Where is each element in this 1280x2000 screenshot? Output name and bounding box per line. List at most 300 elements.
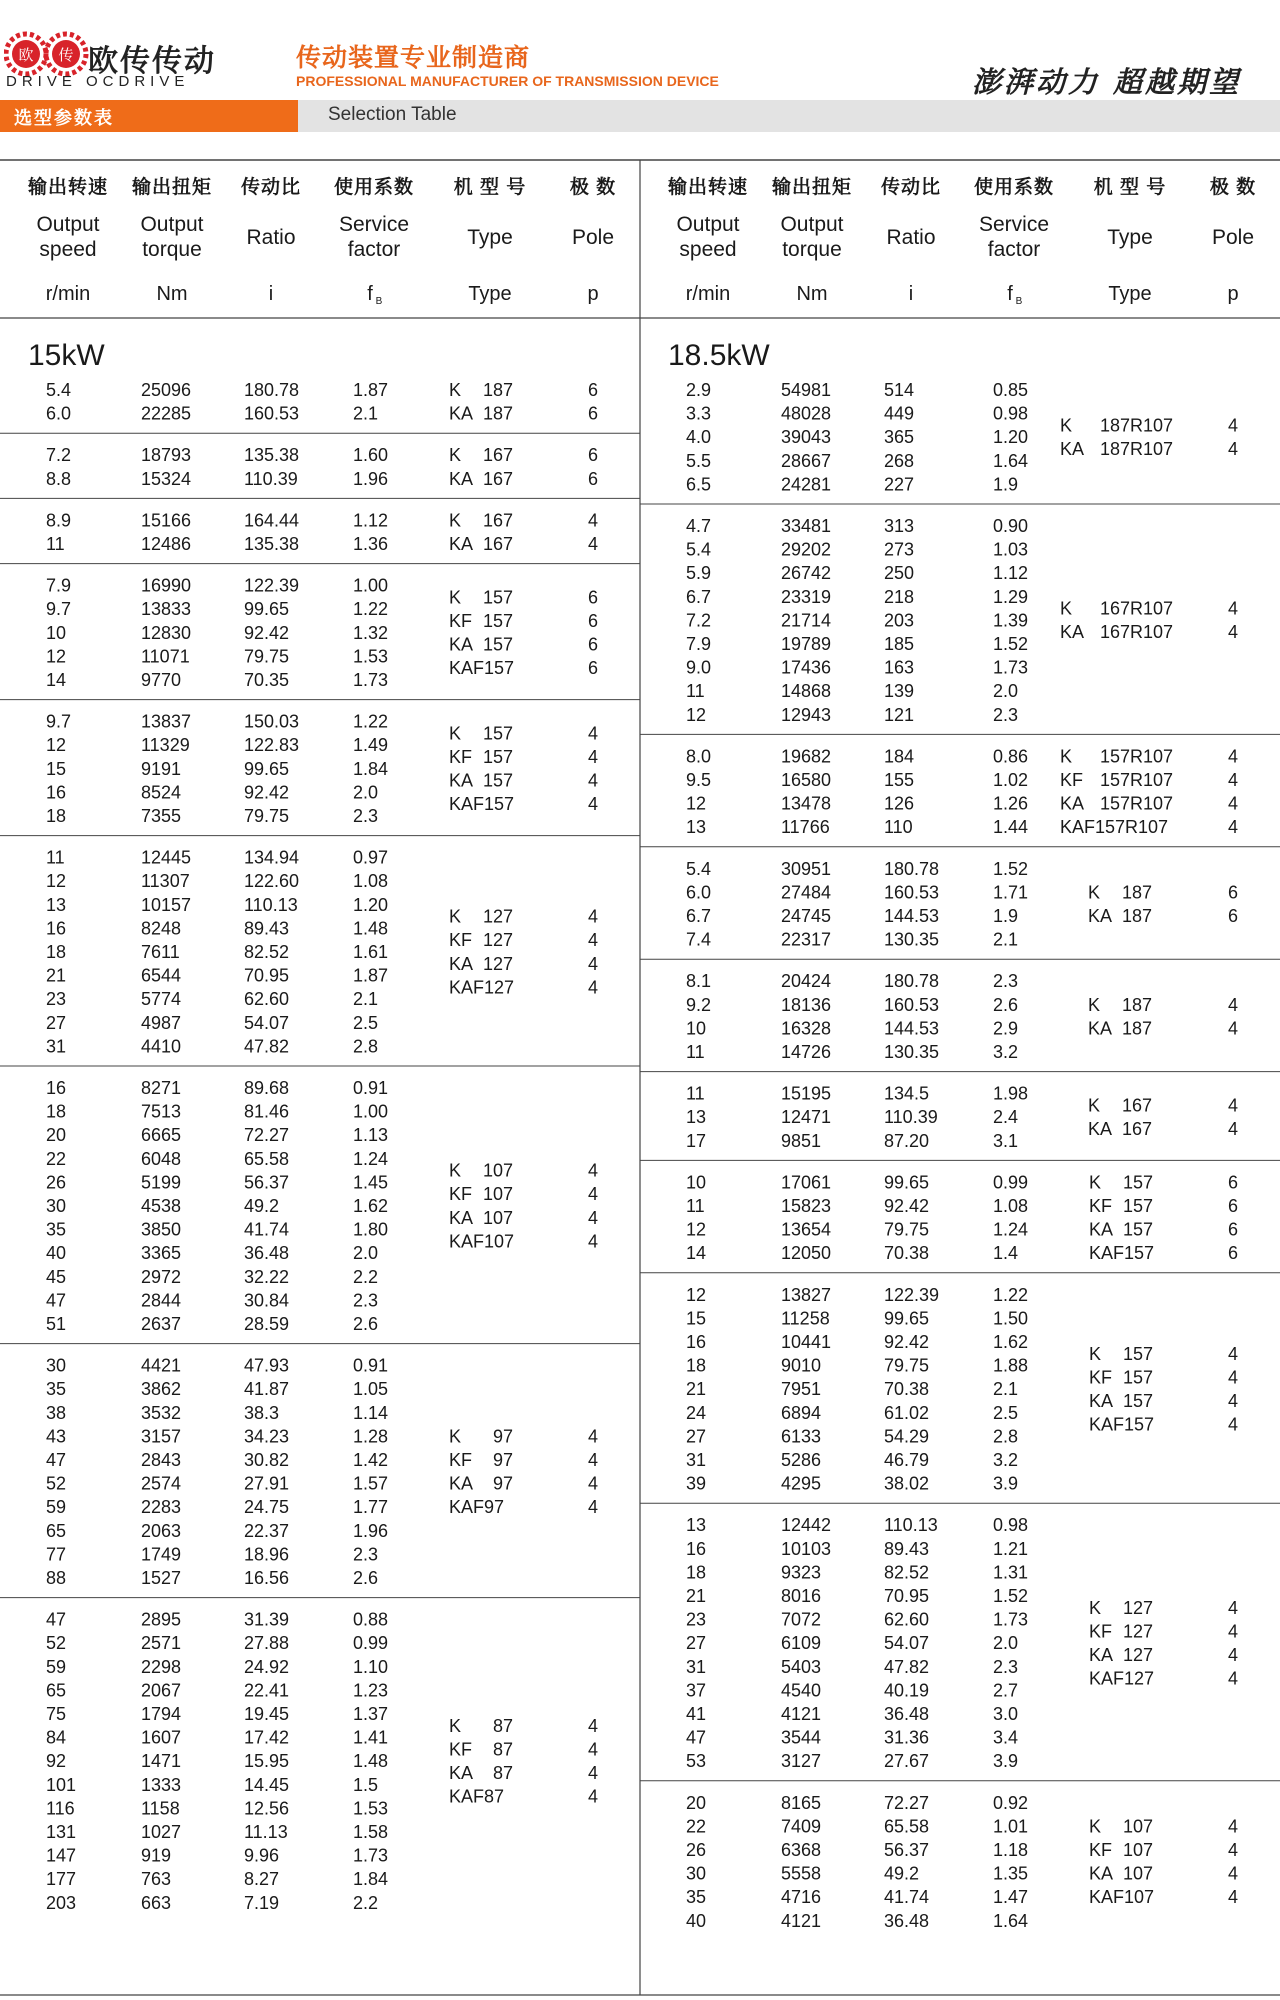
table-cell: 139	[884, 681, 915, 702]
table-cell: 1.71	[993, 882, 1029, 903]
gear-type: K	[1060, 415, 1073, 436]
table-cell: 65	[46, 1680, 67, 1701]
table-cell: 16990	[141, 575, 192, 596]
table-cell: 8.8	[46, 468, 72, 489]
gear-size: 187	[483, 380, 514, 400]
table-cell: 1.77	[353, 1497, 389, 1518]
table-cell: 10103	[781, 1538, 832, 1559]
table-cell: 12445	[141, 847, 192, 868]
pole-count: 4	[1227, 1887, 1239, 1908]
table-cell: 28.59	[244, 1314, 290, 1334]
table-cell: 9.5	[686, 770, 712, 790]
table-cell: 1.26	[993, 793, 1029, 814]
table-cell: 2.0	[993, 681, 1019, 702]
table-cell: 59	[46, 1497, 67, 1518]
column-header-en: Output	[140, 213, 204, 236]
table-cell: 4540	[781, 1680, 822, 1701]
table-cell: 14868	[781, 681, 832, 702]
table-cell: 5774	[141, 989, 182, 1010]
table-cell: 2.3	[993, 704, 1019, 725]
table-cell: 3.1	[993, 1130, 1019, 1151]
pole-count: 4	[1227, 793, 1239, 814]
gear-type: KA	[449, 953, 474, 974]
pole-count: 4	[587, 1739, 599, 1760]
column-unit: Type	[1108, 283, 1152, 305]
table-cell: 41	[686, 1704, 707, 1724]
table-cell: 1.60	[353, 445, 389, 466]
table-cell: 1.37	[353, 1704, 389, 1724]
table-cell: 0.88	[353, 1609, 389, 1630]
table-cell: 49.2	[244, 1196, 280, 1216]
gear-type: KF	[1089, 1621, 1113, 1642]
pole-count: 4	[1227, 1645, 1239, 1665]
gear-type: K	[449, 380, 462, 400]
table-cell: 99.65	[884, 1172, 930, 1193]
table-cell: 30	[46, 1355, 67, 1376]
slogan: 澎湃动力 超越期望	[972, 65, 1242, 99]
table-cell: 79.75	[244, 806, 290, 826]
table-cell: 6.0	[46, 403, 72, 424]
column-header-en: Output	[36, 213, 100, 236]
gear-type: KAF157	[449, 794, 515, 815]
table-cell: 11	[686, 681, 705, 702]
table-cell: 2.4	[993, 1107, 1019, 1128]
gear-size: 157	[1123, 1343, 1154, 1364]
gear-type: KF	[449, 930, 473, 951]
table-cell: 14	[686, 1243, 707, 1264]
gear-type: KA	[449, 534, 474, 554]
table-cell: 22285	[141, 403, 192, 424]
table-cell: 92.42	[884, 1332, 930, 1352]
table-cell: 2.3	[353, 806, 379, 826]
table-cell: 65.58	[884, 1816, 930, 1837]
pole-count: 6	[587, 380, 599, 400]
table-cell: 1.39	[993, 610, 1029, 631]
table-cell: 164.44	[244, 510, 300, 531]
column-unit: Nm	[156, 283, 188, 305]
table-cell: 65	[46, 1520, 67, 1541]
table-cell: 0.92	[993, 1792, 1029, 1813]
table-cell: 1.64	[993, 1910, 1029, 1931]
gear-type: KAF157	[1089, 1414, 1155, 1435]
table-cell: 1.9	[993, 474, 1019, 495]
table-cell: 15166	[141, 510, 192, 531]
table-cell: 20424	[781, 971, 832, 992]
table-cell: 11307	[141, 871, 190, 892]
pole-count: 6	[587, 611, 599, 631]
table-cell: 1.00	[353, 1101, 389, 1122]
table-cell: 1.5	[353, 1774, 379, 1795]
pole-count: 4	[587, 747, 599, 767]
gear-type: KA	[1089, 1645, 1114, 1665]
gear-size: 87	[493, 1715, 514, 1736]
table-cell: 82.52	[244, 942, 290, 962]
table-cell: 65.58	[244, 1148, 290, 1169]
table-cell: 1.53	[353, 646, 389, 667]
table-cell: 24	[686, 1402, 707, 1423]
table-cell: 2.6	[993, 994, 1019, 1015]
table-cell: 31.39	[244, 1609, 290, 1630]
table-cell: 47	[46, 1609, 67, 1630]
table-cell: 6.5	[686, 474, 712, 495]
table-cell: 11766	[781, 817, 830, 838]
pole-count: 4	[587, 953, 599, 974]
column-header-en: Service	[338, 213, 410, 236]
table-cell: 1.62	[993, 1332, 1029, 1352]
table-cell: 3127	[781, 1751, 822, 1772]
table-cell: 70.95	[244, 965, 290, 986]
table-cell: 1.87	[353, 965, 389, 986]
gear-type: KF	[1089, 1367, 1113, 1388]
column-unit: i	[268, 283, 274, 305]
table-cell: 13	[686, 817, 707, 838]
table-cell: 9851	[781, 1130, 822, 1151]
table-cell: 110.39	[884, 1107, 938, 1128]
column-header-en: torque	[782, 238, 842, 261]
table-cell: 52	[46, 1633, 67, 1654]
table-cell: 180.78	[244, 380, 300, 400]
pole-count: 4	[587, 1160, 599, 1181]
table-cell: 54981	[781, 380, 832, 400]
table-cell: 122.83	[244, 735, 300, 756]
table-cell: 1.84	[353, 1869, 389, 1890]
gear-type: KAF127	[449, 977, 515, 998]
table-cell: 40.19	[884, 1680, 930, 1701]
table-cell: 1.28	[353, 1426, 389, 1447]
table-cell: 122.60	[244, 871, 300, 892]
table-cell: 1.4	[993, 1243, 1019, 1264]
table-cell: 17436	[781, 657, 832, 678]
table-cell: 9323	[781, 1562, 822, 1583]
column-header-cn: 机 型 号	[453, 177, 527, 198]
table-cell: 17.42	[244, 1727, 290, 1748]
table-cell: 1.22	[993, 1284, 1029, 1305]
table-cell: 184	[884, 746, 915, 767]
table-cell: 12471	[781, 1107, 832, 1128]
gear-type: KA	[449, 1763, 474, 1783]
table-cell: 10	[686, 1172, 707, 1193]
table-cell: 59	[46, 1656, 67, 1677]
pole-count: 4	[587, 1207, 599, 1228]
pole-count: 4	[1227, 746, 1239, 767]
gear-size: 127	[483, 930, 514, 951]
column-unit: p	[587, 283, 599, 305]
gear-type: KA	[1088, 1119, 1113, 1139]
pole-count: 4	[587, 930, 599, 951]
gear-size: 167R107	[1100, 598, 1174, 619]
gear-size: 157R107	[1100, 770, 1174, 790]
gear-type: K	[1060, 598, 1073, 619]
table-cell: 15	[46, 758, 67, 779]
table-cell: 2.9	[686, 380, 712, 400]
pole-count: 4	[587, 1450, 599, 1470]
table-cell: 15	[686, 1308, 707, 1329]
logo-glyph-right: 传	[58, 47, 74, 64]
table-cell: 8248	[141, 918, 182, 939]
table-cell: 1.48	[353, 1751, 389, 1772]
column-unit: f	[367, 283, 373, 305]
table-cell: 18	[46, 1101, 67, 1122]
table-cell: 47	[686, 1727, 707, 1748]
table-cell: 0.98	[993, 403, 1029, 424]
table-cell: 9010	[781, 1355, 822, 1376]
table-cell: 1.53	[353, 1798, 389, 1819]
section-title-cn: 选型参数表	[14, 108, 114, 128]
table-cell: 14726	[781, 1042, 832, 1062]
table-cell: 1.73	[993, 657, 1029, 678]
table-cell: 84	[46, 1727, 67, 1748]
table-cell: 2.0	[353, 782, 379, 803]
table-cell: 218	[884, 586, 915, 607]
column-header-en: Pole	[571, 226, 615, 249]
table-cell: 7.2	[46, 445, 72, 466]
table-cell: 41.87	[244, 1379, 290, 1400]
table-cell: 24.92	[244, 1656, 290, 1677]
table-cell: 8.1	[686, 971, 712, 992]
table-cell: 1.10	[353, 1656, 389, 1677]
table-cell: 75	[46, 1704, 67, 1724]
table-cell: 2.6	[353, 1314, 379, 1334]
table-cell: 3157	[141, 1426, 182, 1447]
table-cell: 1.96	[353, 1520, 389, 1541]
table-cell: 11.13	[244, 1822, 288, 1842]
table-cell: 12	[686, 704, 707, 725]
table-cell: 37	[686, 1680, 707, 1701]
gear-type: K	[449, 1426, 462, 1447]
table-cell: 22	[46, 1148, 67, 1169]
pole-count: 4	[1227, 415, 1239, 436]
gear-type: K	[1088, 882, 1101, 903]
table-cell: 6.7	[686, 586, 712, 607]
table-cell: 1.08	[993, 1196, 1029, 1216]
table-cell: 155	[884, 770, 915, 790]
table-cell: 35	[46, 1379, 67, 1400]
table-cell: 1.03	[993, 539, 1029, 560]
brand-name-cn: 欧传传动	[88, 45, 216, 78]
table-cell: 9.0	[686, 657, 712, 678]
table-cell: 27.67	[884, 1751, 930, 1772]
table-cell: 15.95	[244, 1751, 290, 1772]
column-unit: i	[908, 283, 914, 305]
table-cell: 180.78	[884, 858, 940, 879]
gear-size: 167	[483, 468, 514, 489]
table-cell: 24.75	[244, 1497, 290, 1518]
gear-type: KA	[1089, 1391, 1114, 1411]
table-cell: 763	[141, 1869, 172, 1890]
table-cell: 2.3	[353, 1544, 379, 1565]
table-cell: 101	[46, 1774, 77, 1795]
gear-type: KAF97	[449, 1497, 505, 1518]
table-cell: 16	[686, 1332, 707, 1352]
table-cell: 8271	[141, 1078, 182, 1098]
pole-count: 4	[587, 1763, 599, 1783]
table-cell: 23	[46, 989, 67, 1010]
table-cell: 177	[46, 1869, 77, 1890]
table-cell: 79.75	[244, 646, 290, 667]
table-cell: 110.13	[884, 1515, 938, 1536]
tagline-en: PROFESSIONAL MANUFACTURER OF TRANSMISSION DEVICE	[296, 73, 719, 89]
table-cell: 70.38	[884, 1379, 930, 1400]
power-rating: 15kW	[28, 339, 105, 372]
table-cell: 12.56	[244, 1798, 290, 1819]
table-cell: 130.35	[884, 1042, 940, 1062]
gear-type: KA	[1060, 439, 1085, 459]
pole-count: 4	[587, 977, 599, 998]
table-cell: 11	[686, 1083, 705, 1104]
table-cell: 4716	[781, 1887, 822, 1908]
table-cell: 26742	[781, 563, 832, 584]
table-cell: 48028	[781, 403, 832, 424]
column-header-cn: 极 数	[569, 177, 617, 198]
table-cell: 15823	[781, 1196, 832, 1216]
pole-count: 4	[1227, 1621, 1239, 1642]
pole-count: 4	[1227, 817, 1239, 838]
gear-size: 187	[1122, 1018, 1153, 1039]
gear-size: 167	[1122, 1119, 1153, 1139]
table-cell: 51	[46, 1314, 67, 1334]
gear-type: K	[1060, 746, 1073, 767]
table-cell: 1.73	[993, 1609, 1029, 1630]
table-cell: 89.43	[884, 1538, 930, 1559]
table-cell: 4295	[781, 1473, 822, 1494]
table-cell: 3365	[141, 1243, 182, 1264]
table-cell: 1.62	[353, 1196, 389, 1216]
table-cell: 4421	[141, 1355, 182, 1376]
column-unit-subscript: B	[1015, 296, 1023, 307]
pole-count: 4	[587, 723, 599, 744]
gear-size: 107	[1123, 1863, 1154, 1884]
gear-type: KA	[1089, 1219, 1114, 1240]
table-cell: 0.91	[353, 1078, 389, 1098]
column-unit: p	[1227, 283, 1239, 305]
table-cell: 82.52	[884, 1562, 930, 1583]
table-cell: 1794	[141, 1704, 182, 1724]
gear-type: KAF107	[1089, 1887, 1155, 1908]
gear-type: KF	[449, 1184, 473, 1205]
table-cell: 27.88	[244, 1633, 290, 1654]
table-cell: 79.75	[884, 1355, 930, 1376]
table-cell: 2.8	[353, 1036, 379, 1057]
pole-count: 4	[1227, 1863, 1239, 1884]
table-cell: 6544	[141, 965, 182, 986]
column-header-en: torque	[142, 238, 202, 261]
column-header-en: Ratio	[246, 226, 296, 249]
table-cell: 47.93	[244, 1355, 290, 1376]
table-cell: 19682	[781, 746, 832, 767]
table-cell: 2.3	[353, 1290, 379, 1311]
table-cell: 3.9	[993, 1751, 1019, 1772]
table-cell: 10	[686, 1018, 707, 1039]
table-cell: 9.2	[686, 994, 712, 1015]
pole-count: 4	[1227, 994, 1239, 1015]
table-cell: 203	[884, 610, 915, 631]
table-cell: 130.35	[884, 929, 940, 950]
table-cell: 121	[884, 704, 915, 725]
pole-count: 6	[1227, 882, 1239, 903]
table-cell: 45	[46, 1266, 67, 1287]
table-cell: 1.57	[353, 1473, 389, 1494]
table-cell: 185	[884, 634, 915, 654]
table-cell: 54.07	[884, 1633, 930, 1654]
gear-size: 157R107	[1100, 746, 1174, 767]
table-cell: 3.9	[993, 1473, 1019, 1494]
table-cell: 16	[686, 1538, 707, 1559]
table-cell: 160.53	[884, 994, 940, 1015]
table-cell: 18	[686, 1355, 707, 1376]
table-cell: 1.73	[353, 670, 389, 690]
pole-count: 4	[587, 510, 599, 531]
table-cell: 16	[46, 1078, 67, 1098]
table-cell: 5.4	[686, 539, 712, 560]
table-cell: 1.13	[353, 1125, 389, 1146]
gear-type: KF	[1060, 770, 1084, 790]
gear-type: KF	[449, 611, 473, 631]
column-header-cn: 极 数	[1209, 177, 1257, 198]
table-cell: 1.24	[353, 1148, 389, 1169]
table-cell: 81.46	[244, 1101, 290, 1122]
table-cell: 13654	[781, 1219, 832, 1240]
table-cell: 4121	[781, 1910, 822, 1931]
gear-size: 187	[1122, 994, 1153, 1015]
table-cell: 30	[686, 1863, 707, 1884]
table-cell: 134.5	[884, 1083, 930, 1104]
pole-count: 4	[1227, 1391, 1239, 1411]
table-cell: 15324	[141, 468, 192, 489]
table-cell: 5558	[781, 1863, 822, 1884]
table-cell: 53	[686, 1751, 707, 1772]
gear-size: 167	[483, 510, 514, 531]
table-cell: 6048	[141, 1148, 182, 1169]
table-cell: 62.60	[244, 989, 290, 1010]
table-cell: 21	[686, 1379, 707, 1400]
table-cell: 1749	[141, 1544, 182, 1565]
table-cell: 11258	[781, 1308, 830, 1329]
table-cell: 1.22	[353, 711, 389, 732]
pole-count: 4	[1227, 439, 1239, 459]
gear-size: 167R107	[1100, 622, 1174, 643]
table-cell: 16328	[781, 1018, 832, 1039]
table-cell: 34.23	[244, 1426, 290, 1447]
table-cell: 2972	[141, 1266, 182, 1287]
column-header-cn: 传动比	[880, 177, 942, 198]
table-cell: 2298	[141, 1656, 182, 1677]
table-cell: 27.91	[244, 1473, 290, 1494]
column-header-en: speed	[39, 238, 97, 261]
table-cell: 2571	[141, 1633, 182, 1654]
table-cell: 150.03	[244, 711, 300, 732]
gear-type: KF	[449, 1450, 473, 1470]
table-cell: 8524	[141, 782, 182, 803]
table-cell: 13	[46, 894, 67, 915]
table-cell: 20	[46, 1125, 67, 1146]
table-cell: 1027	[141, 1822, 182, 1842]
table-cell: 2.1	[993, 929, 1019, 950]
gear-size: 187	[1122, 882, 1153, 903]
gear-size: 127	[1123, 1621, 1154, 1642]
table-cell: 1.20	[353, 894, 389, 915]
pole-count: 4	[1227, 1840, 1239, 1860]
table-cell: 9191	[141, 758, 182, 779]
table-cell: 39043	[781, 427, 832, 448]
column-header-en: speed	[679, 238, 737, 261]
pole-count: 4	[1227, 598, 1239, 619]
table-cell: 39	[686, 1473, 707, 1494]
table-cell: 1.22	[353, 599, 389, 620]
gear-type: KA	[449, 468, 474, 489]
table-cell: 1.32	[353, 622, 389, 643]
table-cell: 49.2	[884, 1863, 920, 1884]
table-cell: 180.78	[884, 971, 940, 992]
